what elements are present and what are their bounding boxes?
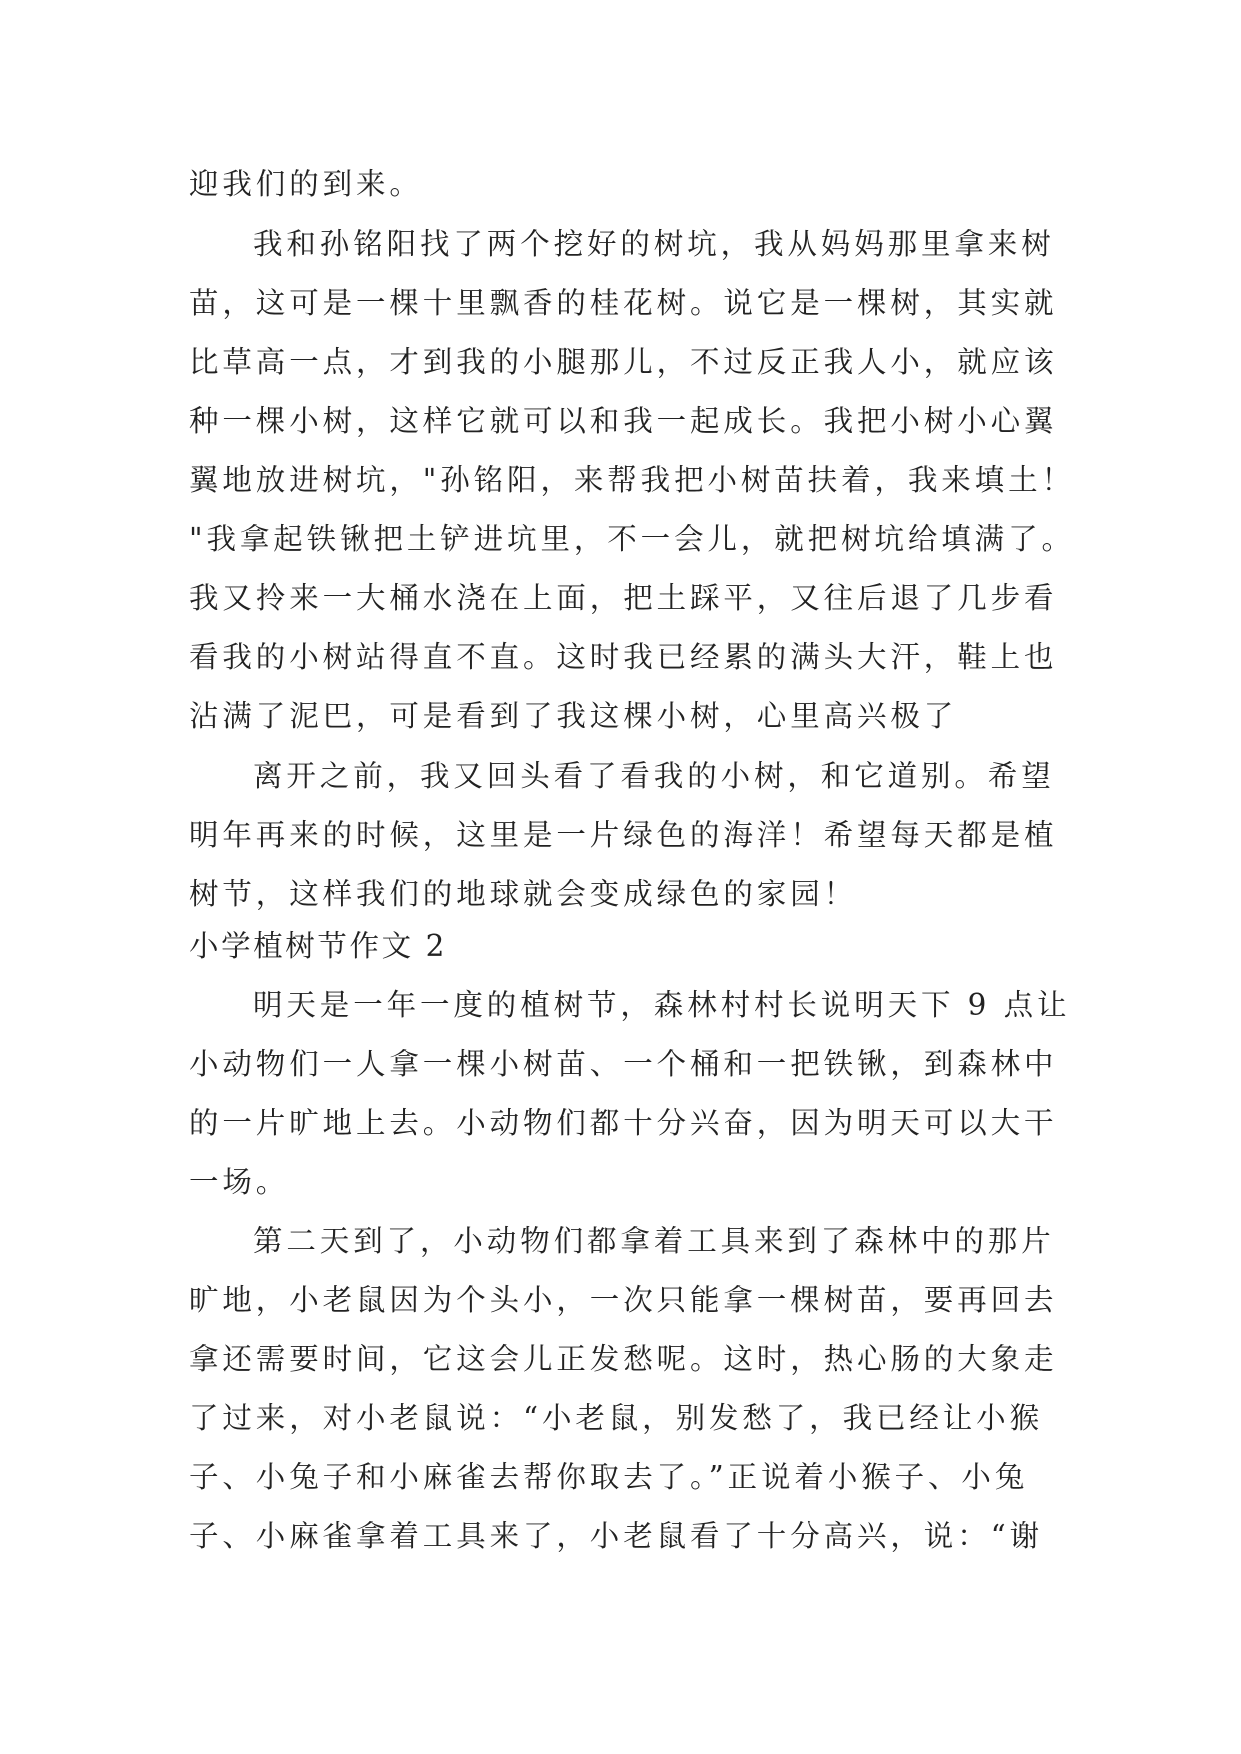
paragraph-first-line: 离开之前，我又回头看了看我的小树，和它道别。希望 <box>253 759 1055 793</box>
text-line: 苗，这可是一棵十里飘香的桂花树。说它是一棵树，其实就 <box>189 286 1058 320</box>
text-line: 我又拎来一大桶水浇在上面，把土踩平，又往后退了几步看 <box>189 581 1058 615</box>
text-line: 子、小麻雀拿着工具来了，小老鼠看了十分高兴，说：“谢 <box>189 1519 1043 1553</box>
text-line: 种一棵小树，这样它就可以和我一起成长。我把小树小心翼 <box>189 404 1058 438</box>
text-line: 子、小兔子和小麻雀去帮你取去了。”正说着小猴子、小兔 <box>189 1460 1029 1494</box>
text-line: 拿还需要时间，它这会儿正发愁呢。这时，热心肠的大象走 <box>189 1342 1058 1376</box>
text-line: 比草高一点，才到我的小腿那儿，不过反正我人小，就应该 <box>189 345 1058 379</box>
text-line: 了过来，对小老鼠说：“小老鼠，别发愁了，我已经让小猴 <box>189 1401 1043 1435</box>
paragraph-first-line: 明天是一年一度的植树节，森林村村长说明天下 9 点让 <box>253 988 1071 1022</box>
text-line: 看我的小树站得直不直。这时我已经累的满头大汗，鞋上也 <box>189 640 1058 674</box>
section-title: 小学植树节作文 2 <box>189 929 448 963</box>
text-line: 的一片旷地上去。小动物们都十分兴奋，因为明天可以大干 <box>189 1106 1058 1140</box>
text-line: 明年再来的时候，这里是一片绿色的海洋！希望每天都是植 <box>189 818 1058 852</box>
text-line: "我拿起铁锹把土铲进坑里，不一会儿，就把树坑给填满了。 <box>189 522 1075 556</box>
text-line: 翼地放进树坑，"孙铭阳，来帮我把小树苗扶着，我来填土！ <box>189 463 1075 497</box>
text-line: 一场。 <box>189 1165 290 1199</box>
text-line: 沾满了泥巴，可是看到了我这棵小树，心里高兴极了 <box>189 699 958 733</box>
text-line: 旷地，小老鼠因为个头小，一次只能拿一棵树苗，要再回去 <box>189 1283 1058 1317</box>
text-line: 树节，这样我们的地球就会变成绿色的家园！ <box>189 877 858 911</box>
text-line: 迎我们的到来。 <box>189 167 423 201</box>
text-line: 小动物们一人拿一棵小树苗、一个桶和一把铁锹，到森林中 <box>189 1047 1058 1081</box>
paragraph-first-line: 第二天到了，小动物们都拿着工具来到了森林中的那片 <box>253 1224 1055 1258</box>
paragraph-first-line: 我和孙铭阳找了两个挖好的树坑，我从妈妈那里拿来树 <box>253 227 1055 261</box>
